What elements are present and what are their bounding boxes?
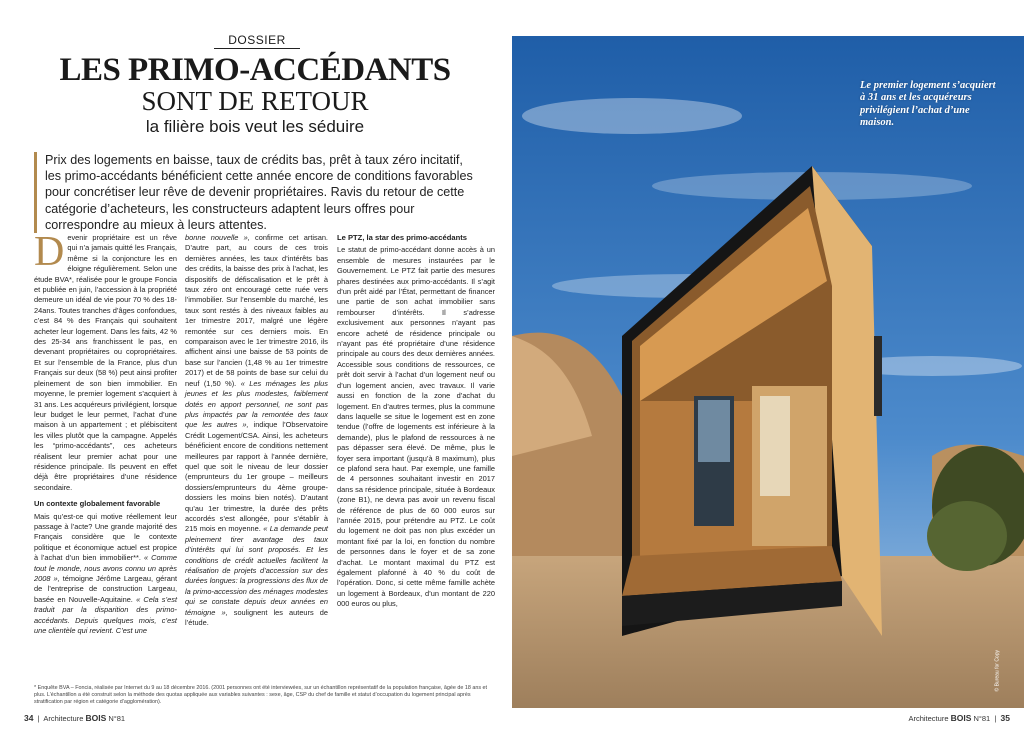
column1-text-2: Mais qu’est-ce qui motive réellement leur passage à l’acte? Une grande majorité des Français considère que le contexte politique et économique actuel est propice à l’achat d’un bien immobilier**. <box>34 511 177 563</box>
column2-text-3: soulignent les auteurs de l’étude. <box>185 607 328 628</box>
headline-line1: LES PRIMO-ACCÉDANTS <box>59 52 451 88</box>
photo-caption: Le premier logement s’acquiert à 31 ans et les acquéreurs privilégient l’achat d’une maison. <box>860 80 996 129</box>
magazine-name-bold: BOIS <box>85 713 107 723</box>
article-column-3 <box>337 233 495 610</box>
magazine-name-right: Architecture <box>908 714 949 723</box>
drop-cap: D <box>34 229 65 275</box>
quote-largeau-2: « Cela s’est traduit par la disparition des primo-accédants. Depuis quelques mois, c’est une clientèle qui revient. C’est une <box>34 594 177 636</box>
column3-text: Le statut de primo-accédant donne accès à un ensemble de mesures instaurées par le Gouvernement. Le PTZ fait partie des mesures phares destinées aux primo-accédants. Il s’agit d’un prêt aidé par l’État, permettant de financer une partie de son achat immobilier sans rembourser d’intérêts. Il s’adresse exclusivement aux personnes n’ayant pas encore acheté de résidence principale ou n’ayant pas été propriétaire d’une résidence principale au cours des deux dernières années. Accessible sous conditions de ressources, ce prêt doit servir à l’achat d’un logement neuf ou d’un logement ancien, avec travaux. Il varie aussi en fonction de la zone d’achat du logement. En d’autres termes, plus la commune dans laquelle se situe le logement est en zone tendue (l’offre de logements est inférieure à la demande), plus le plafond de ressources à ne pas dépasser sera élevé. De même, plus le foyer sera important (jusqu’à 8 maximum), plus ce plafond sera haut. Par exemple, une famille de 4 personnes souhaitant investir en 2017 dans sa résidence principale, située à Bordeaux (zone B1), ne devra pas avoir un revenu fiscal de référence de plus de 60 000 euros sur l’année 2015, pour prétendre au PTZ. Le coût du logement ne doit pas non plus excéder un montant fixé par la loi, en fonction du nombre de personnes dans le foyer et de sa zone d’achat. Le montant maximal du PTZ est également plafonné à 40 % du coût de l’opération. Donc, si cette même famille achète un logement à Bordeaux, d’un montant de 220 000 euros ou plus, <box>337 245 495 609</box>
column1-paragraph-2 <box>34 512 177 637</box>
lead-paragraph: Prix des logements en baisse, taux de crédits bas, prêt à taux zéro incitatif, les primo-accédants bénéficient cette année encore de conditions favorables pour concrétiser leur rêve de devenir propriétaires. Ravis du retour de cette catégorie d’acheteurs, les constructeurs adaptent leurs offres pour correspondre au mieux à leurs attentes. <box>34 152 479 233</box>
column2-text-2: indique l’Observatoire Crédit Logement/CSA. Ainsi, les acheteurs bénéficient encore de conditions nettement meilleures par rapport à l’année dernière, quel que soit le niveau de leur dossier (emprunteurs du 1er groupe – meilleurs dossiers/emprunteurs du 4ème groupe-dossiers les moins bien notés). D’autant qu’au 1er trimestre, la durée des prêts accordés s’est allongée, pour s’établir à 215 mois en moyenne. <box>185 420 328 534</box>
issue-number: N°81 <box>108 714 126 723</box>
article-column-2 <box>185 233 328 628</box>
quote-continuation: bonne nouvelle », <box>185 233 250 242</box>
magazine-name: Architecture <box>43 714 84 723</box>
photo-credit: © Bureau for Copy <box>994 650 1000 692</box>
quote-menages: « Les ménages les plus jeunes et les plus modestes, faiblement dotés en apport personnel, ne sont pas plus impactés par la remontée des taux que les autres », <box>185 378 328 430</box>
cabin-illustration <box>512 36 1024 708</box>
issue-number-right: N°81 <box>973 714 991 723</box>
headline-line2: SONT DE RETOUR <box>141 86 369 116</box>
quote-largeau-1: « Comme tout le monde, nous avons connu un après 2008 », <box>34 553 177 583</box>
footnote: * Enquête BVA – Foncia, réalisée par Internet du 9 au 18 décembre 2016. (2001 personnes ont été interviewées, sur un échantillon représentatif de la population française, âgée de 18 ans et plus. L’échantillon a été construit selon la méthode des quotas appliquée aux variables suivantes : sexe, âge, CSP du chef de famille et statut d’occupation du logement principal après stratification par région et catégorie d’agglomération). <box>34 685 488 705</box>
column2-text: confirme cet artisan. D’autre part, au cours de ces trois dernières années, les taux d’intérêts bas des crédits, la baisse des prix à l’achat, les dispositifs de défiscalisation et le prêt à taux zéro ont encouragé cette ruée vers l’immobilier. Sur l’ensemble du marché, les taux sont restés à des niveaux faibles au 1er trimestre 2017, malgré une légère remontée sur ces derniers mois. En comparaison avec le 1er trimestre 2016, ils affichent ainsi une baisse de 53 points de base sur l’ancien (1,48 % au 1er trimestre 2017) et de 58 points de base sur celui du neuf (1,50 %). <box>185 233 328 388</box>
article-column-1 <box>34 229 177 636</box>
column2-paragraph <box>185 233 328 628</box>
quote-demande: « La demande peut pleinement tirer avantage des taux d’intérêts qui lui sont proposés. Et les conditions de crédit actuelles facilitent la réalisation de projets d’accession sur des durées longues: la progressions des flux de la primo-accession des ménages modestes qui se constate depuis deux années en témoigne », <box>185 524 328 617</box>
footer-right: Architecture BOIS N°81 | 35 <box>908 713 1010 723</box>
cabin-photo <box>512 36 1024 708</box>
section-heading-ptz: Le PTZ, la star des primo-accédants <box>337 233 467 242</box>
magazine-name-bold-right: BOIS <box>950 713 972 723</box>
right-page <box>512 0 1024 732</box>
section-heading-context: Un contexte globalement favorable <box>34 499 161 509</box>
column1-paragraph <box>34 229 177 493</box>
headline-subtitle: la filière bois veut les séduire <box>145 117 365 136</box>
footer-left: 34 | Architecture BOIS N°81 <box>24 713 126 723</box>
section-kicker: DOSSIER <box>214 33 300 49</box>
column1-text-3: témoigne Jérôme Largeau, gérant de l’entreprise de construction Largeau, basée en Nouvelle-Aquitaine. <box>34 574 177 604</box>
page-number-right: 35 <box>1000 713 1010 723</box>
page-number-left: 34 <box>24 713 34 723</box>
column1-text: evenir propriétaire est un rêve qui n’a jamais quitté les Français, même si la conjoncture les en éloigne régulièrement. Selon une étude BVA*, réalisée pour le groupe Foncia et publiée en juin, l’accession à la propriété demeure un idéal de vie pour 70 % des 18-24ans. Toutes tranches d’âges confondues, c’est 84 % des Français qui souhaitent acheter leur logement. Dans les faits, 42 % des 25-34 ans franchissent le pas, en devenant propriétaires ou copropriétaires. Et sur l’ensemble de la France, plus d’un Français sur deux (58 %) peut ainsi profiter pleinement de son bien immobilier. En moyenne, le premier logement s’acquiert à 31 ans. Les acquéreurs privilégient, lorsque leur budget le leur permet, l’achat d’une maison à un appartement ; et plébiscitent les villes plutôt que la campagne. Appelés les “primo-accédants”, ces acheteurs réalisent leur premier achat pour une résidence principale. Ils peuvent en effet déjà être propriétaires d’une résidence secondaire. <box>34 233 177 492</box>
